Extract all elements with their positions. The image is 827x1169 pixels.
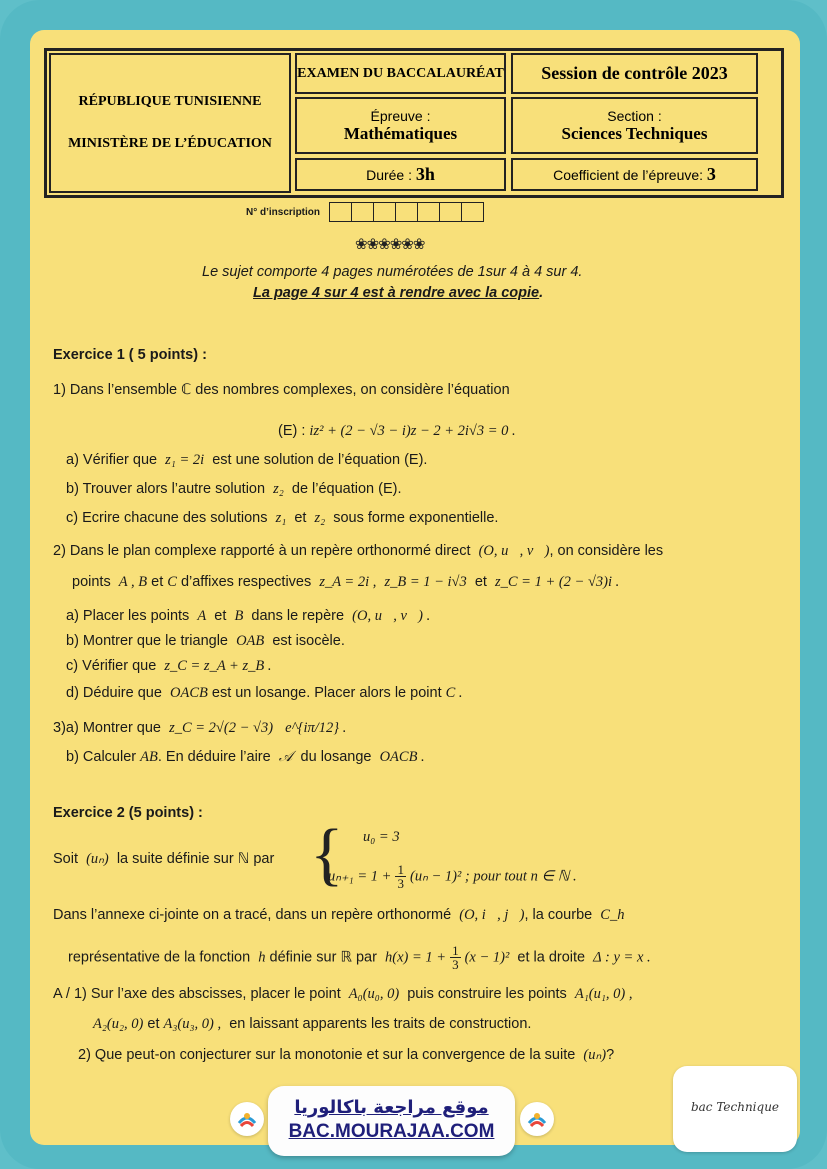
a1b-math-2: A₃(u₃, 0) , — [163, 1016, 222, 1032]
q1a-math: z₁ = 2i — [165, 452, 205, 468]
ex2-sys-2 — [328, 863, 577, 890]
rep-text-3: et la droite — [517, 949, 586, 966]
q1a-text: a) Vérifier que — [66, 452, 158, 468]
soit-text: Soit — [53, 851, 78, 867]
q2b-math: OAB — [236, 633, 265, 649]
q1b-math: z₂ — [273, 481, 284, 497]
ex1-q2 — [53, 543, 663, 560]
rep-text-2: définie sur ℝ par — [269, 949, 377, 966]
ex1-q2a — [66, 608, 430, 625]
exam-paper — [30, 30, 800, 1145]
coef-value: 3 — [706, 164, 716, 184]
q3b-text: b) Calculer — [66, 749, 137, 765]
sys2-fraction — [395, 863, 406, 890]
bac-technique-logo — [673, 1066, 797, 1152]
q3b-text-3: du losange — [300, 749, 372, 765]
q3b-text-2: . En déduire l’aire — [157, 749, 271, 765]
inscription-label: N° d’inscription — [246, 207, 320, 218]
q2a-b: B — [234, 608, 244, 624]
ex1-q3a — [53, 720, 346, 737]
exam-cell — [295, 53, 506, 94]
ex1-title: Exercice 1 ( 5 points) : — [53, 347, 207, 363]
q2-math: (O, u⃗, v⃗) — [478, 543, 550, 559]
q3a-math: z_C = 2√(2 − √3) — [169, 720, 274, 736]
bac-technique-text: bac Technique — [690, 1100, 780, 1114]
annexe-math: (O, i⃗, j⃗) — [459, 907, 525, 923]
q2-za: z_A = 2i , — [319, 574, 377, 590]
a1-text: A / 1) Sur l’axe des abscisses, placer le point — [53, 986, 341, 1002]
duree-label: Durée : — [366, 166, 412, 183]
rep-math: Δ : y = x . — [593, 949, 651, 966]
coef-label: Coefficient de l’épreuve: — [553, 166, 704, 183]
a2-math: (uₙ) — [583, 1047, 607, 1063]
q1c-et: et — [294, 510, 307, 526]
system-brace: { — [310, 816, 344, 893]
q1c-text: c) Ecrire chacune des solutions — [66, 510, 268, 526]
annexe-text: Dans l’annexe ci-jointe on a tracé, dans un repère orthonormé — [53, 907, 452, 923]
rep-h: h — [258, 949, 266, 966]
ex1-q3b — [66, 749, 425, 766]
ex1-q2-points — [72, 574, 619, 591]
epreuve-cell — [295, 97, 506, 154]
epreuve-label: Épreuve : — [370, 107, 431, 124]
ex1-q1a — [66, 452, 427, 469]
ex2-soit — [53, 851, 274, 868]
a1b-text: en laissant apparents les traits de construction. — [229, 1016, 532, 1032]
coef-cell — [511, 158, 758, 191]
ex1-equation — [278, 423, 516, 440]
rep-f1: h(x) = 1 + — [384, 949, 447, 966]
sys2-math-a: uₙ₊₁ = 1 + — [328, 868, 392, 885]
ex1-q1c — [66, 510, 498, 527]
site-badge[interactable] — [268, 1086, 515, 1156]
site-arabic: موقع مراجعة باكالوريا — [294, 1097, 489, 1118]
right-logo-icon — [520, 1102, 554, 1136]
q2-pts-math: A , B — [118, 574, 148, 590]
duree-cell — [295, 158, 506, 191]
ex2-a1 — [53, 986, 632, 1003]
intro-line-2-end: . — [539, 285, 544, 301]
ex2-annexe — [53, 907, 624, 924]
rep-f2: (x − 1)² — [464, 949, 510, 966]
q2b-text: b) Montrer que le triangle — [66, 633, 228, 649]
q2c-text: c) Vérifier que — [66, 658, 157, 674]
ex2-a1b — [93, 1016, 531, 1033]
rep-den: 3 — [452, 957, 459, 972]
exam-title: EXAMEN DU BACCALAURÉAT — [297, 65, 504, 81]
a2-text: 2) Que peut-on conjecturer sur la monotonie et sur la convergence de la suite — [78, 1047, 576, 1063]
q2d-math-2: C . — [445, 685, 463, 701]
soit-text-2: la suite définie sur ℕ par — [116, 851, 275, 867]
q1b-text: b) Trouver alors l’autre solution — [66, 481, 266, 497]
rep-fraction — [450, 944, 461, 971]
ornament-icon: ❀❀❀❀❀❀ — [355, 236, 425, 253]
ex1-q2d — [66, 685, 463, 702]
rep-num: 1 — [452, 943, 459, 958]
ex1-q2b — [66, 633, 345, 650]
a1-math: A₀(u₀, 0) — [348, 986, 400, 1002]
q2-pts-c: C — [167, 574, 177, 590]
rep-text: représentative de la fonction — [68, 949, 251, 966]
section-cell — [511, 97, 758, 154]
ex2-sys-1 — [363, 829, 400, 846]
a1b-et: et — [147, 1016, 160, 1032]
q1c-text-2: sous forme exponentielle. — [333, 510, 499, 526]
ex1-q1: 1) Dans l’ensemble ℂ des nombres complexes, on considère l’équation — [53, 382, 510, 398]
q2-end: , on considère les — [549, 543, 664, 559]
annexe-math-2: C_h — [600, 907, 625, 923]
ex2-title: Exercice 2 (5 points) : — [53, 805, 203, 821]
a1b-math: A₂(u₂, 0) — [93, 1016, 144, 1032]
q2a-text: a) Placer les points — [66, 608, 190, 624]
q2-pts-text-2: d’affixes respectives — [180, 574, 312, 590]
q2-text: 2) Dans le plan complexe rapporté à un repère orthonormé direct — [53, 543, 471, 559]
section-label: Section : — [607, 107, 662, 124]
sys2-math-b: (uₙ − 1)² ; pour tout n ∈ ℕ . — [409, 868, 577, 885]
q3b-math: AB — [140, 749, 158, 765]
ex1-q1b — [66, 481, 402, 498]
republic-cell — [49, 53, 291, 193]
duree-value: 3h — [415, 164, 435, 184]
a1-text-2: puis construire les points — [407, 986, 567, 1002]
q3b-math-3: OACB . — [379, 749, 425, 765]
q2c-math: z_C = z_A + z_B . — [164, 658, 272, 674]
eq-label: (E) : — [278, 423, 306, 439]
q3a-text: 3)a) Montrer que — [53, 720, 161, 736]
intro-line-2 — [253, 285, 543, 301]
intro-line-1: Le sujet comporte 4 pages numérotées de 1sur 4 à 4 sur 4. — [202, 264, 583, 280]
intro-line-2-text: La page 4 sur 4 est à rendre avec la copie — [253, 285, 540, 301]
annexe-text-2: , la courbe — [524, 907, 593, 923]
q2a-a: A — [197, 608, 207, 624]
ex1-q2c — [66, 658, 271, 675]
session-cell — [511, 53, 758, 94]
sys2-den: 3 — [397, 876, 404, 891]
q2d-math: OACB — [169, 685, 208, 701]
q1b-text-2: de l’équation (E). — [291, 481, 402, 497]
q2a-math: (O, u⃗, v⃗) . — [352, 608, 431, 624]
ex2-a2 — [78, 1047, 614, 1064]
ministry-text: MINISTÈRE DE L’ÉDUCATION — [68, 136, 272, 151]
soit-math: (uₙ) — [86, 851, 109, 867]
q1c-math-2: z₂ — [314, 510, 326, 526]
q2a-text-2: dans le repère — [251, 608, 345, 624]
a1-math-2: A₁(u₁, 0) , — [574, 986, 633, 1002]
inscription-boxes[interactable] — [330, 202, 484, 222]
q2-pts-et: et — [151, 574, 164, 590]
q2a-et: et — [214, 608, 227, 624]
sys1-math: u₀ = 3 — [363, 829, 400, 845]
epreuve-value: Mathématiques — [343, 123, 458, 143]
q1a-text-2: est une solution de l’équation (E). — [212, 452, 428, 468]
sys2-num: 1 — [397, 862, 404, 877]
q1c-math-1: z₁ — [275, 510, 287, 526]
ex2-representative — [68, 944, 651, 971]
eq-body: iz² + (2 − √3 − i)z − 2 + 2i√3 = 0 . — [309, 423, 516, 439]
q3a-exp: e^{iπ/12} . — [285, 720, 347, 736]
section-value: Sciences Techniques — [561, 123, 708, 143]
site-url[interactable]: BAC.MOURAJAA.COM — [288, 1121, 495, 1142]
left-logo-icon — [230, 1102, 264, 1136]
q2-pts-text: points — [72, 574, 111, 590]
a2-text-2: ? — [606, 1047, 615, 1063]
q2-et2: et — [474, 574, 487, 590]
q2d-text-2: est un losange. Placer alors le point — [211, 685, 442, 701]
q2d-text: d) Déduire que — [66, 685, 162, 701]
q3b-math-2: 𝒜 — [278, 749, 293, 765]
q2-zc: z_C = 1 + (2 − √3)i . — [494, 574, 620, 590]
republic-text: RÉPUBLIQUE TUNISIENNE — [78, 94, 262, 109]
q2-zb: z_B = 1 − i√3 — [384, 574, 467, 590]
q2b-text-2: est isocèle. — [272, 633, 345, 649]
session-title: Session de contrôle 2023 — [541, 63, 728, 83]
